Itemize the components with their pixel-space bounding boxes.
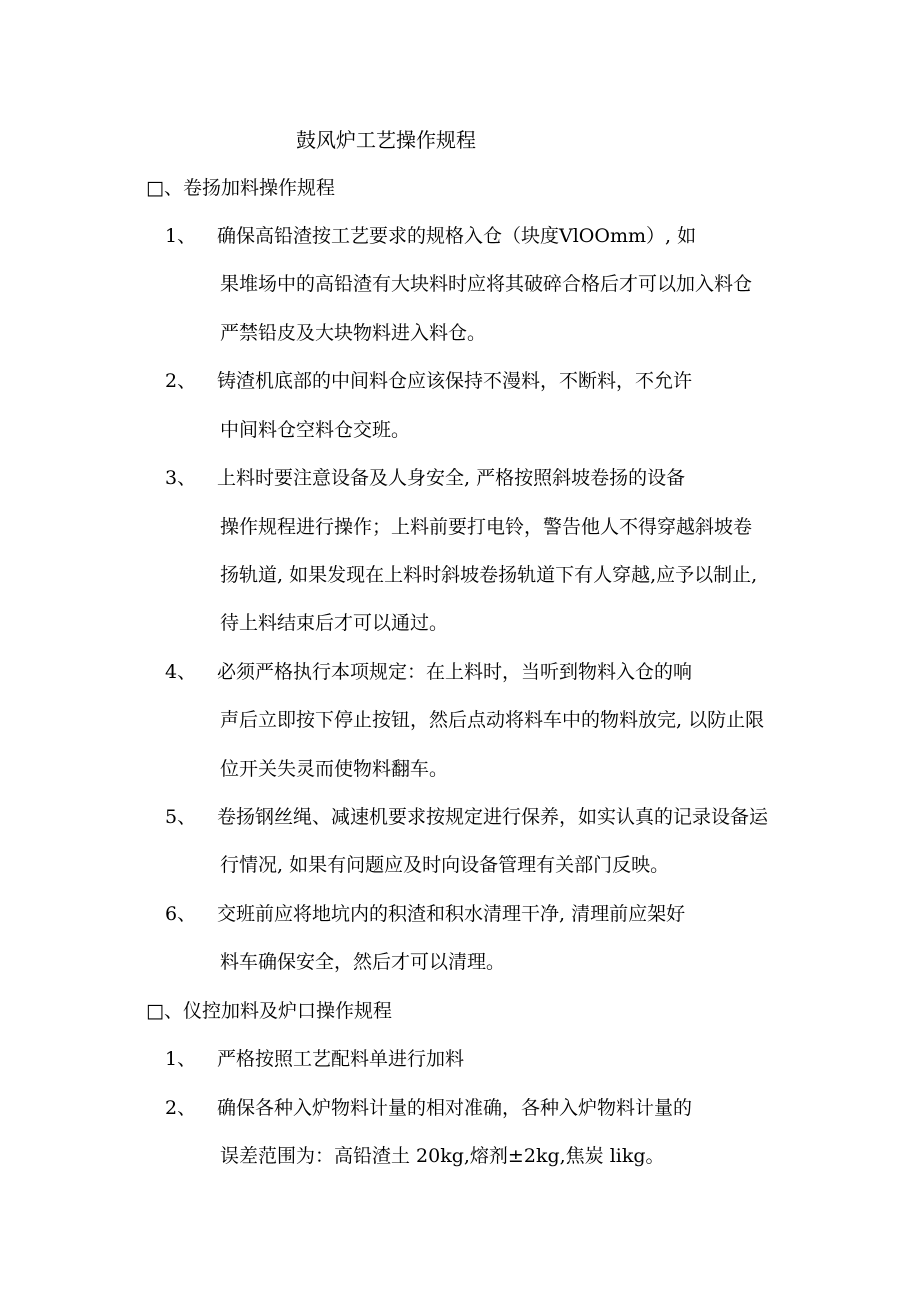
item-number: 2、 bbox=[165, 1097, 197, 1119]
item-text-line: 卷扬钢丝绳、减速机要求按规定进行保养，如实认真的记录设备运 bbox=[217, 806, 769, 828]
section-heading-instrument-feeding: □、仪控加料及炉口操作规程 bbox=[146, 1000, 392, 1022]
item-text-line: 果堆场中的高铅渣有大块料时应将其破碎合格后才可以加入料仓 bbox=[220, 273, 753, 295]
item-text-line: 铸渣机底部的中间料仓应该保持不漫料，不断料，不允许 bbox=[217, 370, 693, 392]
item-number: 6、 bbox=[165, 903, 197, 925]
item-number: 3、 bbox=[165, 467, 197, 489]
item-text-line: 确保高铅渣按工艺要求的规格入仓（块度VlOOmm）, 如 bbox=[217, 225, 697, 247]
item-number: 5、 bbox=[165, 806, 197, 828]
item-text-line: 交班前应将地坑内的积渣和积水清理干净, 清理前应架好 bbox=[217, 903, 686, 925]
item-text-line: 位开关失灵而使物料翻车。 bbox=[220, 758, 449, 780]
item-number: 2、 bbox=[165, 370, 197, 392]
item-text-line: 料车确保安全，然后才可以清理。 bbox=[220, 951, 506, 973]
item-text-line: 严禁铅皮及大块物料进入料仓。 bbox=[220, 322, 487, 344]
item-text-line: 行情况, 如果有问题应及时向设备管理有关部门反映。 bbox=[220, 854, 670, 876]
item-text-line: 误差范围为：高铅渣土 20kg,熔剂±2kg,焦炭 likg。 bbox=[220, 1145, 665, 1167]
section-heading-hoist-feeding: □、卷扬加料操作规程 bbox=[146, 177, 335, 199]
item-text-line: 声后立即按下停止按钮，然后点动将料车中的物料放完, 以防止限 bbox=[220, 709, 765, 731]
item-number: 4、 bbox=[165, 661, 197, 683]
document-title: 鼓风炉工艺操作规程 bbox=[296, 128, 476, 152]
item-text-line: 扬轨道, 如果发现在上料时斜坡卷扬轨道下有人穿越,应予以制止, bbox=[220, 564, 758, 586]
item-text-line: 上料时要注意设备及人身安全, 严格按照斜坡卷扬的设备 bbox=[217, 467, 686, 489]
item-text-line: 必须严格执行本项规定：在上料时，当听到物料入仓的响 bbox=[217, 661, 693, 683]
item-text-line: 中间料仓空料仓交班。 bbox=[220, 419, 411, 441]
item-text-line: 待上料结束后才可以通过。 bbox=[220, 612, 449, 634]
item-number: 1、 bbox=[165, 1048, 197, 1070]
item-text-line: 严格按照工艺配料单进行加料 bbox=[217, 1048, 465, 1070]
item-number: 1、 bbox=[165, 225, 197, 247]
item-text-line: 确保各种入炉物料计量的相对准确，各种入炉物料计量的 bbox=[217, 1097, 693, 1119]
item-text-line: 操作规程进行操作；上料前要打电铃，警告他人不得穿越斜坡卷 bbox=[220, 516, 753, 538]
